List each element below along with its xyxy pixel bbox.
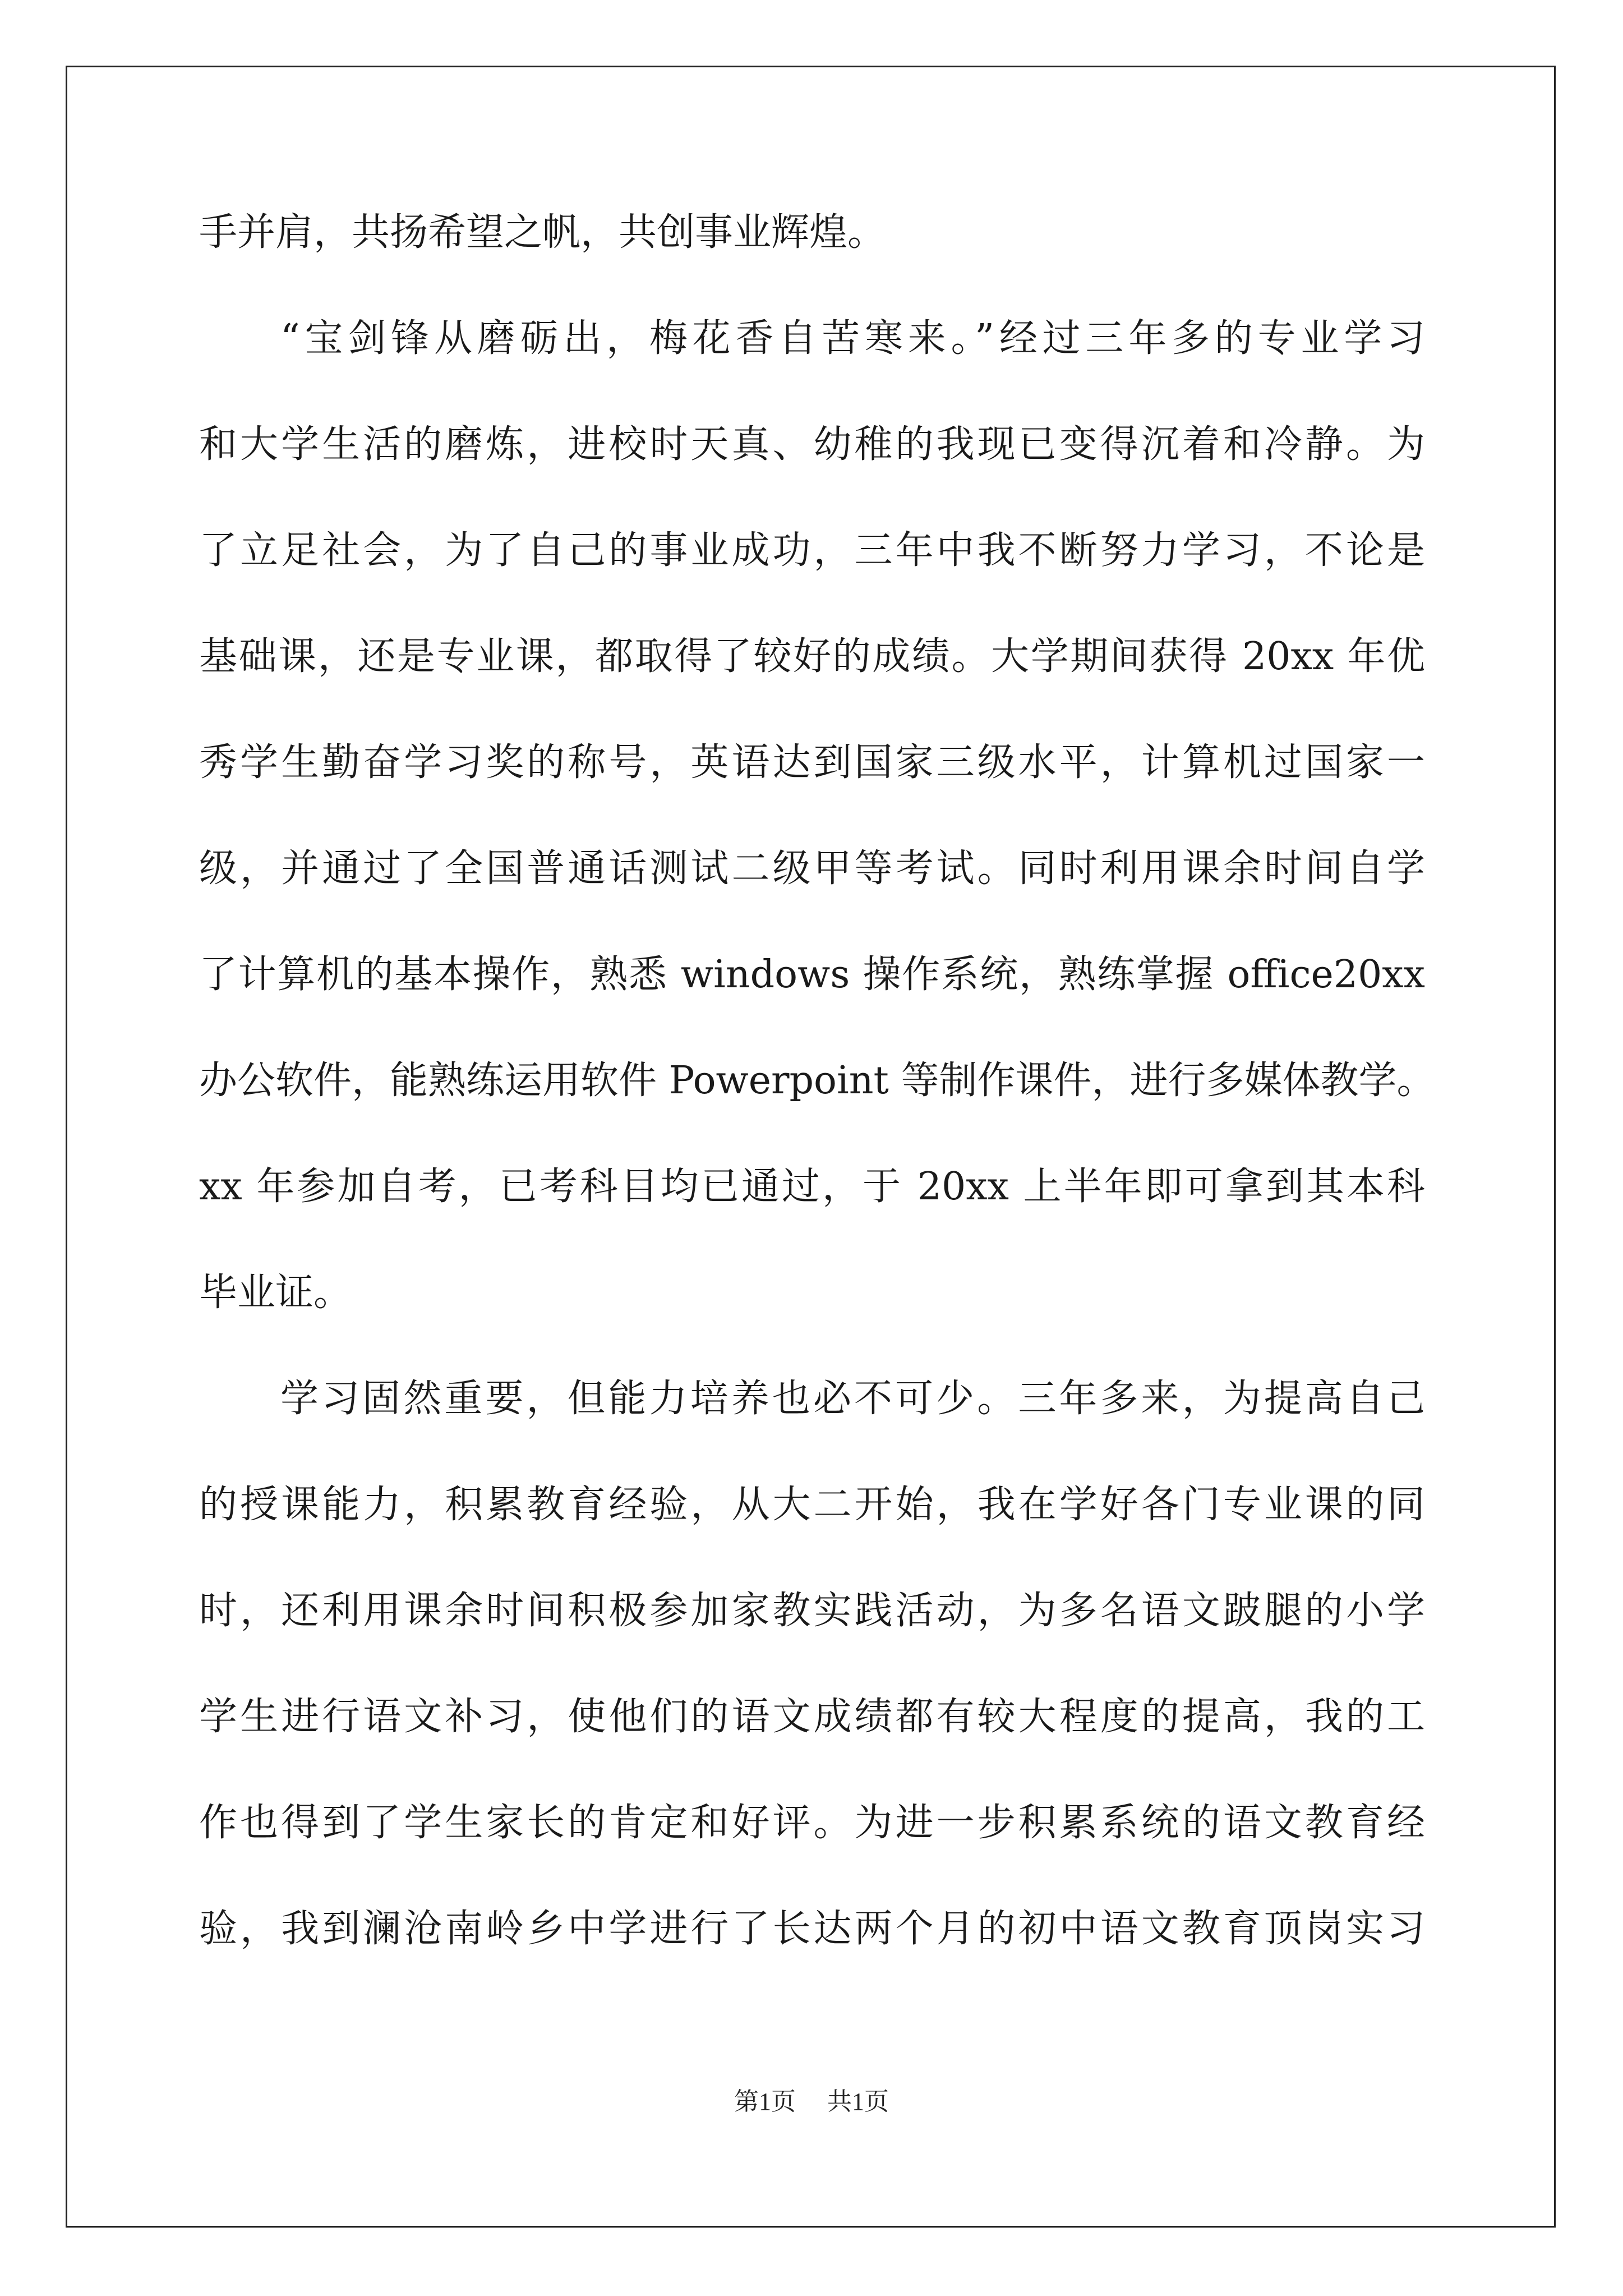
document-body [199,210,1435,2018]
text-line: 学习固然重要，但能力培养也必不可少。三年多来，为提高自己 [280,1377,1425,1421]
text-line: 验，我到澜沧南岭乡中学进行了长达两个月的初中语文教育顶岗实习 [199,1907,1425,1951]
text-line: xx 年参加自考，已考科目均已通过，于 20xx 上半年即可拿到其本科 [199,1165,1425,1209]
paragraph [199,1377,1425,2018]
page-footer [0,2081,1623,2117]
text-line: 时，还利用课余时间积极参加家教实践活动，为多名语文跛腿的小学 [199,1589,1425,1633]
text-line: 了计算机的基本操作，熟悉 windows 操作系统，熟练掌握 office20xx [199,953,1425,997]
paragraph [199,210,1425,322]
text-line: 办公软件，能熟练运用软件 Powerpoint 等制作课件，进行多媒体教学。 [199,1059,1435,1103]
text-line: 作也得到了学生家长的肯定和好评。为进一步积累系统的语文教育经 [199,1801,1425,1845]
text-line: “宝剑锋从磨砺出，梅花香自苦寒来。”经过三年多的专业学习 [280,316,1425,361]
page-total: 共1页 [827,2088,889,2115]
text-line: 级，并通过了全国普通话测试二级甲等考试。同时利用课余时间自学 [199,846,1425,891]
text-line: 学生进行语文补习，使他们的语文成绩都有较大程度的提高，我的工 [199,1695,1425,1739]
text-line: 了立足社会，为了自己的事业成功，三年中我不断努力学习，不论是 [199,528,1425,573]
page-number: 第1页 [734,2088,796,2115]
text-line: 的授课能力，积累教育经验，从大二开始，我在学好各门专业课的同 [199,1483,1425,1527]
text-line: 秀学生勤奋学习奖的称号，英语达到国家三级水平，计算机过国家一 [199,740,1425,785]
paragraph [199,316,1435,1382]
text-line: 基础课，还是专业课，都取得了较好的成绩。大学期间获得 20xx 年优 [199,634,1425,679]
text-line: 和大学生活的磨炼，进校时天真、幼稚的我现已变得沉着和冷静。为 [199,422,1425,467]
text-line: 手并肩，共扬希望之帆，共创事业辉煌。 [199,210,886,255]
text-line: 毕业证。 [199,1271,352,1315]
